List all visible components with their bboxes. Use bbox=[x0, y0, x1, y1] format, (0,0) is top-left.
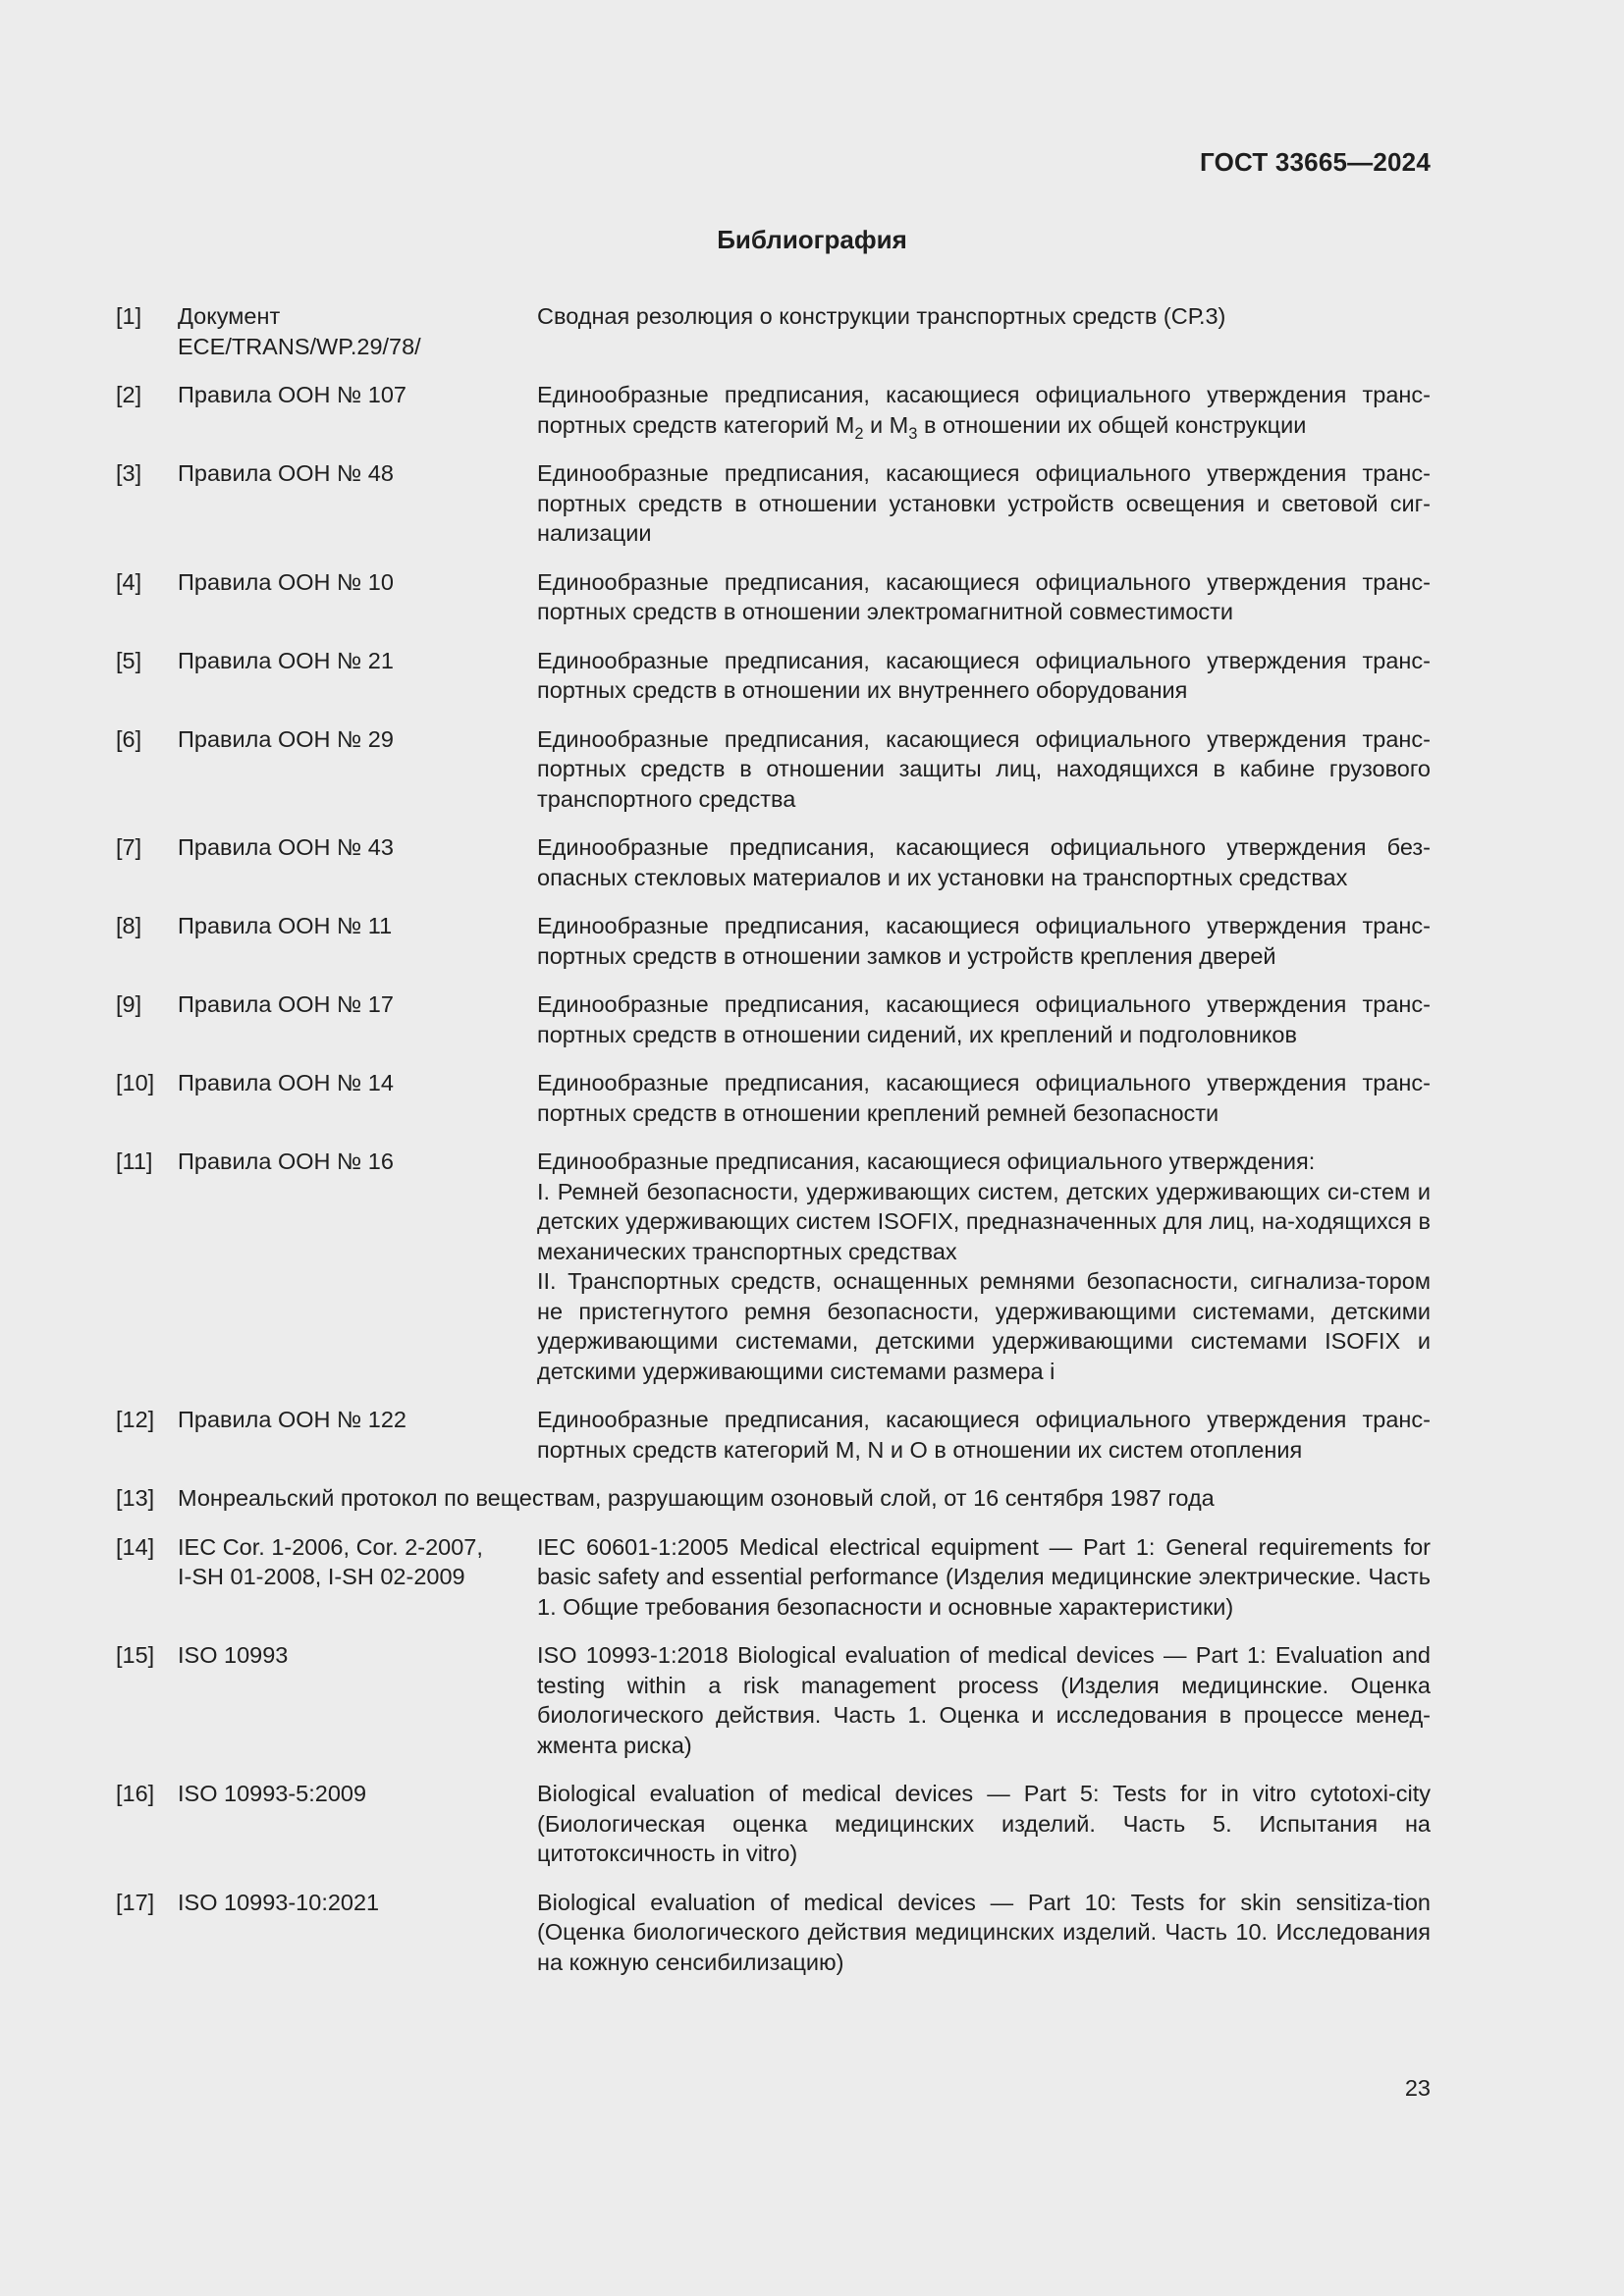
reference-item bbox=[116, 301, 1431, 361]
reference-number: [11] bbox=[116, 1148, 153, 1174]
reference-description: Единообразные предписания, касающиеся официального утверждения транс-портных средств в отношении креплений ремней безопасности bbox=[537, 1070, 1431, 1126]
reference-number: [1] bbox=[116, 303, 142, 329]
reference-description: Biological evaluation of medical devices — Part 5: Tests for in vitro cytotoxi-city (Биологическая оценка медицинских изделий. Часть 5. Испытания на цитотоксичность in vitro) bbox=[537, 1781, 1431, 1866]
reference-list bbox=[116, 301, 1431, 1996]
reference-number: [2] bbox=[116, 382, 142, 407]
reference-item bbox=[116, 1888, 1431, 1978]
reference-number: [12] bbox=[116, 1407, 155, 1432]
reference-number: [14] bbox=[116, 1533, 155, 1560]
reference-description: Единообразные предписания, касающиеся официального утверждения транс-портных средств в отношении сидений, их креплений и подголовников bbox=[537, 991, 1431, 1047]
reference-item bbox=[116, 1640, 1431, 1760]
reference-number: [7] bbox=[116, 834, 142, 860]
reference-item bbox=[116, 1483, 1431, 1514]
reference-source: Правила ООН № 107 bbox=[178, 382, 406, 407]
reference-item bbox=[116, 1147, 1431, 1386]
reference-source: Правила ООН № 17 bbox=[178, 991, 394, 1017]
reference-description: Единообразные предписания, касающиеся официального утверждения транс-портных средств в отношении электромагнитной совместимости bbox=[537, 568, 1431, 624]
reference-source: ISO 10993 bbox=[178, 1642, 289, 1668]
reference-source: ISO 10993-5:2009 bbox=[178, 1781, 367, 1806]
reference-source: Правила ООН № 43 bbox=[178, 834, 394, 860]
reference-description: Единообразные предписания, касающиеся официального утверждения транс-портных средств категорий $M_2$ и $M_3$ в отношении их общей конструкции bbox=[537, 382, 1431, 443]
reference-description: Единообразные предписания, касающиеся официального утверждения транс-портных средств в отношении замков и устройств крепления дверей bbox=[537, 913, 1431, 969]
reference-description: Сводная резолюция о конструкции транспортных средств (СР.3) bbox=[537, 303, 1226, 329]
reference-item bbox=[116, 724, 1431, 815]
reference-source: IEC Cor. 1-2006, Cor. 2-2007, I-SH 01-2008, I-SH 02-2009 bbox=[178, 1533, 483, 1589]
reference-description: Единообразные предписания, касающиеся официального утверждения: I. Ремней безопасности, удерживающих систем, детских удерживающих си-стем и детских удерживающих систем ISOFIX, предназначенных для лиц, на-ходящихся в механических транспортных средствах II. Транспортных средств, оснащенных ремнями безопасности, сигнализа-тором не пристегнутого ремня безопасности, удерживающими системами, детскими удерживающими системами, детскими удерживающими системами ISOFIX и детскими удерживающими системами размера i bbox=[537, 1148, 1431, 1384]
reference-item bbox=[116, 989, 1431, 1049]
reference-item bbox=[116, 380, 1431, 443]
reference-source: Правила ООН № 122 bbox=[178, 1407, 406, 1432]
reference-number: [15] bbox=[116, 1642, 155, 1668]
reference-source: Правила ООН № 29 bbox=[178, 725, 394, 752]
reference-number: [8] bbox=[116, 913, 142, 938]
page-number: 23 bbox=[1404, 2075, 1431, 2101]
reference-description: Монреальский протокол по веществам, разрушающим озоновый слой, от 16 сентября 1987 года bbox=[178, 1485, 1215, 1511]
reference-description: Biological evaluation of medical devices — Part 10: Tests for skin sensitiza-tion (Оценка биологического действия медицинских изделий. Часть 10. Исследования на кожную сенсибилизацию) bbox=[537, 1889, 1431, 1975]
document-code: ГОСТ 33665—2024 bbox=[1200, 147, 1431, 177]
reference-item bbox=[116, 1779, 1431, 1869]
reference-item bbox=[116, 1405, 1431, 1465]
reference-number: [6] bbox=[116, 725, 142, 752]
reference-number: [10] bbox=[116, 1070, 155, 1095]
reference-source: Правила ООН № 11 bbox=[178, 913, 393, 938]
page-title: Библиография bbox=[717, 225, 907, 254]
reference-item bbox=[116, 832, 1431, 892]
reference-description: Единообразные предписания, касающиеся официального утверждения транс-портных средств в отношении их внутреннего оборудования bbox=[537, 647, 1431, 703]
reference-number: [17] bbox=[116, 1889, 155, 1915]
reference-item bbox=[116, 567, 1431, 627]
reference-item bbox=[116, 646, 1431, 706]
reference-description: Единообразные предписания, касающиеся официального утверждения без-опасных стекловых материалов и их установки на транспортных средствах bbox=[537, 834, 1431, 890]
reference-number: [13] bbox=[116, 1485, 155, 1511]
reference-item bbox=[116, 458, 1431, 549]
reference-number: [5] bbox=[116, 647, 142, 673]
reference-number: [3] bbox=[116, 460, 142, 486]
reference-number: [4] bbox=[116, 568, 142, 595]
reference-source: Правила ООН № 16 bbox=[178, 1148, 394, 1174]
reference-source: Правила ООН № 21 bbox=[178, 647, 394, 673]
reference-source: Правила ООН № 10 bbox=[178, 568, 394, 595]
reference-item bbox=[116, 1532, 1431, 1623]
reference-source: Документ ECE/TRANS/WP.29/78/ bbox=[178, 303, 421, 359]
reference-description: Единообразные предписания, касающиеся официального утверждения транс-портных средств категорий M, N и O в отношении их систем отопления bbox=[537, 1407, 1431, 1463]
reference-source: ISO 10993-10:2021 bbox=[178, 1889, 380, 1915]
reference-item bbox=[116, 911, 1431, 971]
reference-source: Правила ООН № 48 bbox=[178, 460, 394, 486]
reference-description: ISO 10993-1:2018 Biological evaluation of medical devices — Part 1: Evaluation and testing within a risk management process (Изделия медицинские. Оценка биологического действия. Часть 1. Оценка и исследования в процессе менед-жмента риска) bbox=[537, 1642, 1431, 1758]
reference-source: Правила ООН № 14 bbox=[178, 1070, 394, 1095]
reference-item bbox=[116, 1068, 1431, 1128]
reference-description: IEC 60601-1:2005 Medical electrical equipment — Part 1: General requirements for basic safety and essential performance (Изделия медицинские электрические. Часть 1. Общие требования безопасности и основные характеристики) bbox=[537, 1533, 1431, 1620]
reference-number: [16] bbox=[116, 1781, 155, 1806]
reference-number: [9] bbox=[116, 991, 142, 1017]
reference-description: Единообразные предписания, касающиеся официального утверждения транс-портных средств в отношении защиты лиц, находящихся в кабине грузового транспортного средства bbox=[537, 725, 1431, 812]
reference-description: Единообразные предписания, касающиеся официального утверждения транс-портных средств в отношении установки устройств освещения и световой сиг-нализации bbox=[537, 460, 1431, 546]
